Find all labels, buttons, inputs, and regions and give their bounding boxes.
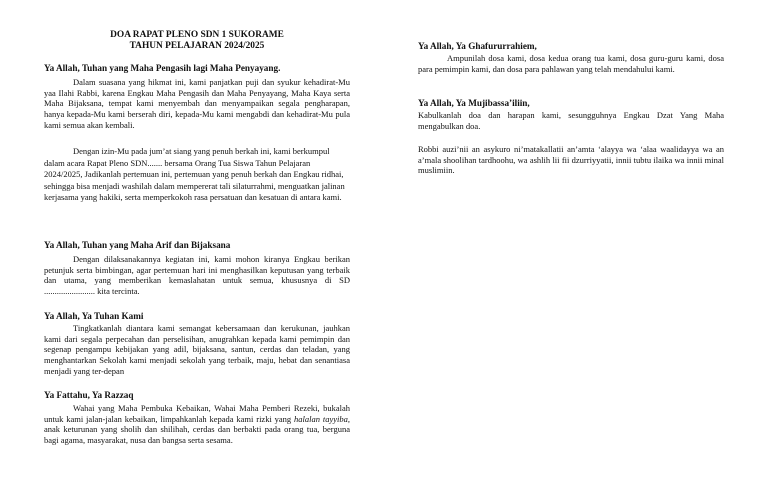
section-1-paragraph-2: Dengan izin-Mu pada jum’at siang yang penuh berkah ini, kami berkumpul dalam acara Rapat Pleno SDN....... bersama Orang Tua Siswa Tahun Pelajaran 2024/2025, Jadikanlah pertemuan ini, pertemuan yang penuh berkah dan Engkau ridhai, sehingga bisa menjadi washilah dalam mempererat tali silaturrahmi, menguatkan jalinan kerjasama yang hakiki, serta memperkokoh rasa persatuan dan kesatuan di antara kami. xyxy=(44,146,345,203)
title-line-1: DOA RAPAT PLENO SDN 1 SUKORAME xyxy=(110,30,284,40)
section-heading-4: Ya Fattahu, Ya Razzaq xyxy=(44,390,134,400)
section-2-paragraph-1: Dengan dilaksanakannya kegiatan ini, kami mohon kiranya Engkau berikan petunjuk serta bimbingan, agar pertemuan hari ini menghasilkan keputusan yang terbaik dan utama, yang memberikan kemaslahatan untuk semua, khususnya di SD ........................ kita tercinta. xyxy=(44,254,350,297)
section-5-paragraph-1: Ampunilah dosa kami, dosa kedua orang tua kami, dosa guru-guru kami, dosa para pemimpin kami, dan dosa para pahlawan yang telah mendahului kami. xyxy=(418,53,724,74)
section-heading-2: Ya Allah, Tuhan yang Maha Arif dan Bijaksana xyxy=(44,240,231,250)
section-6-paragraph-1: Kabulkanlah doa dan harapan kami, sesungguhnya Engkau Dzat Yang Maha mengabulkan doa. xyxy=(418,110,724,131)
section-1-paragraph-1: Dalam suasana yang hikmat ini, kami panjatkan puji dan syukur kehadirat-Mu yaa Ilahi Rabbi, karena Engkau Maha Pengasih dan Maha Penyayang, Maha Kaya serta Maha Bijaksana, tempat kami menyembah dan menyampaikan segala pengharapan, hanya kepada-Mu kami berserah diri, kepada-Mu kami mengabdi dan kehadirat-Mu pula kami semua akan kembali. xyxy=(44,77,350,130)
document-title xyxy=(44,30,350,52)
section-6-paragraph-2: Robbi auzi’nii an asykuro ni’matakallatii an’amta ‘alayya wa ‘alaa waalidayya wa an a’mala shoolihan tardhoohu, wa ashlih lii fii dzurriyyatii, innii tubtu ilaika wa innii minal muslimiin. xyxy=(418,144,724,176)
section-3-paragraph-1: Tingkatkanlah diantara kami semangat kebersamaan dan kerukunan, jauhkan kami dari segala perpecahan dan perselisihan, anugrahkan kepada kami pemimpin dan segenap pengampu kebijakan yang adil, bijaksana, santun, cerdas dan teladan, yang menghantarkan Sekolah kami menjadi sekolah yang terbaik, maju, hebat dan senantiasa menjadi yang ter-depan xyxy=(44,323,350,376)
section-heading-5: Ya Allah, Ya Ghafururrahiem, xyxy=(418,41,537,51)
section-heading-6: Ya Allah, Ya Mujibassa’iliin, xyxy=(418,98,530,108)
section-heading-3: Ya Allah, Ya Tuhan Kami xyxy=(44,311,144,321)
title-line-2: TAHUN PELAJARAN 2024/2025 xyxy=(129,41,265,51)
section-heading-1: Ya Allah, Tuhan yang Maha Pengasih lagi Maha Penyayang. xyxy=(44,63,281,73)
section-4-paragraph-1: Wahai yang Maha Pembuka Kebaikan, Wahai Maha Pemberi Rezeki, bukalah untuk kami jalan-jalan kebaikan, limpahkanlah kepada kami rizki yang halalan tayyiba, anak keturunan yang sholih dan shilihah, cerdas dan berbakti pada orang tua, berguna bagi agama, masyarakat, nusa dan bangsa serta sesama. xyxy=(44,403,350,446)
